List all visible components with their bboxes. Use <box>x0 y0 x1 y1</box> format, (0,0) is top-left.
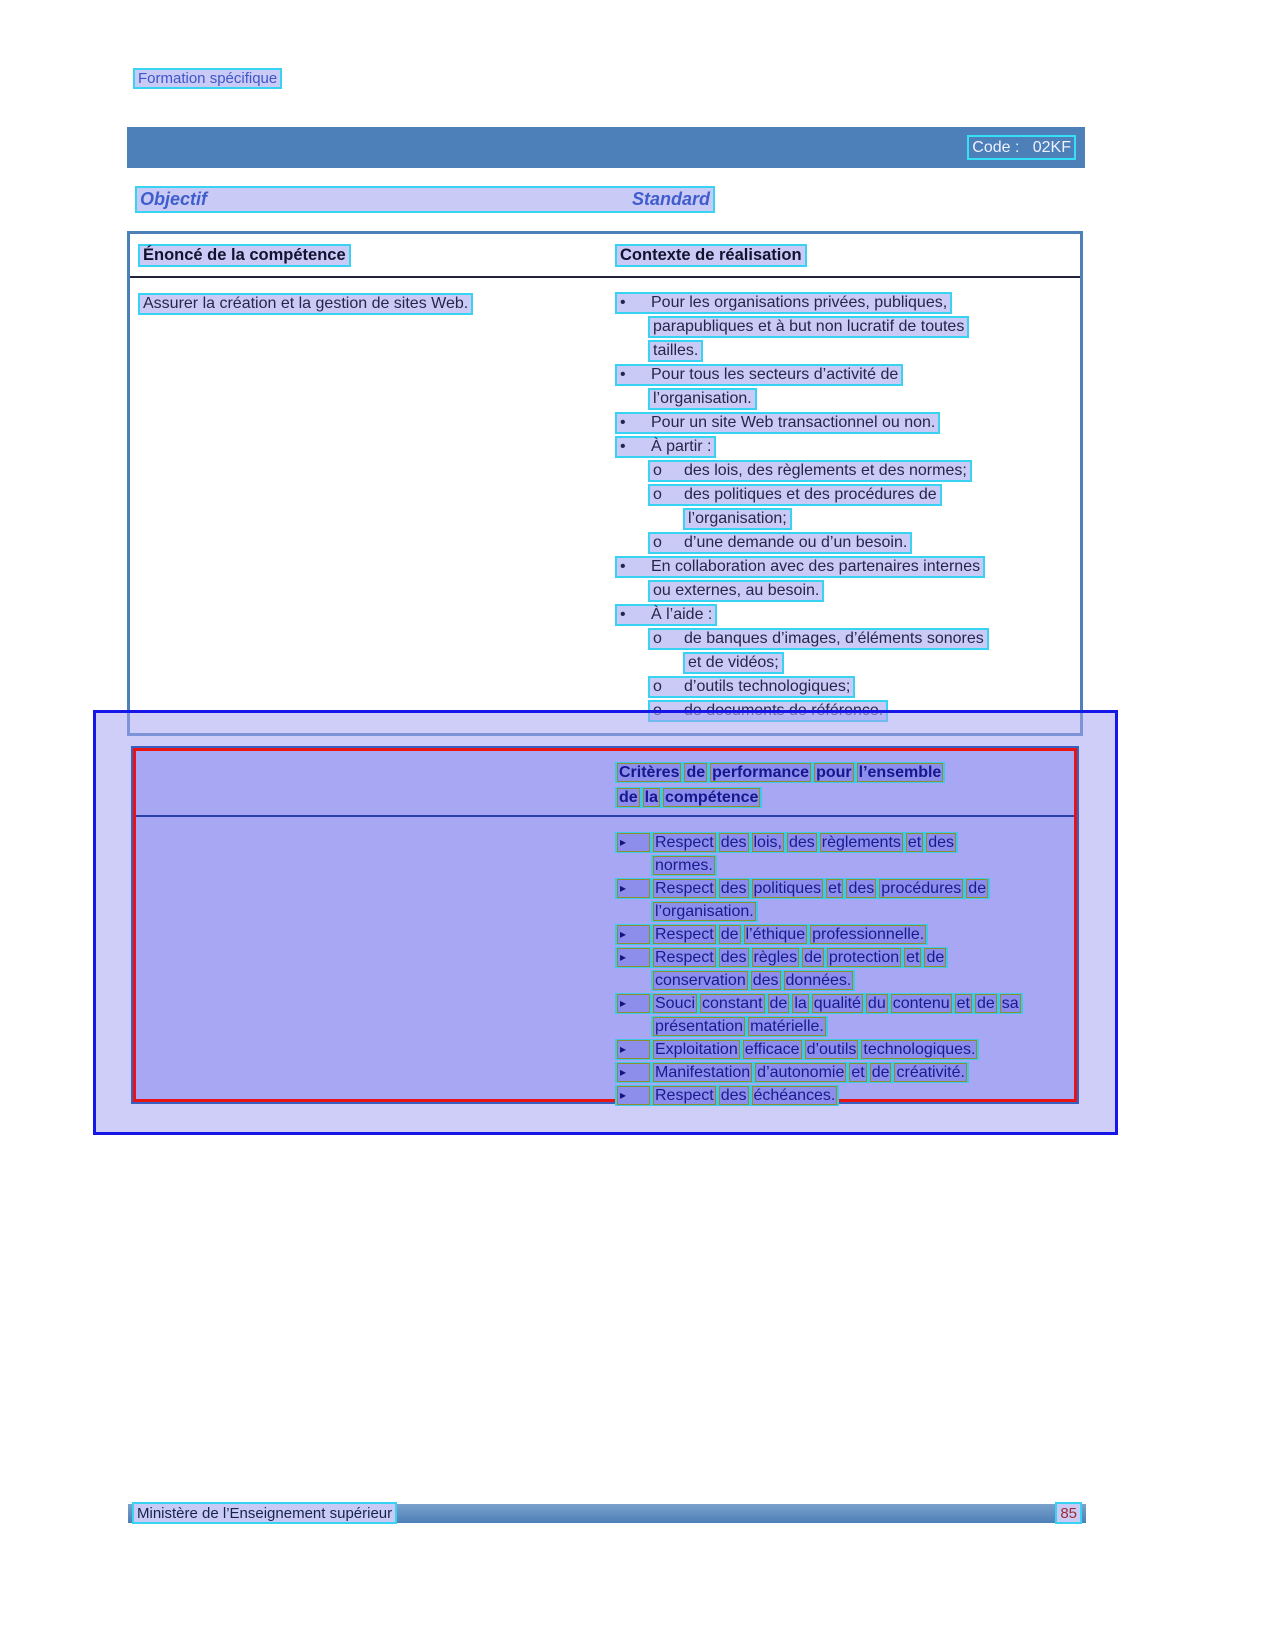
list-line <box>615 946 1023 969</box>
arrow-bullet-icon: ▸ <box>617 948 650 967</box>
word-box: créativité. <box>896 1064 965 1081</box>
line-text: d’une demande ou d’un besoin. <box>684 534 908 551</box>
line-text: de banques d’images, d’éléments sonores <box>684 630 984 647</box>
highlight-box <box>615 604 717 626</box>
objective-standard-row <box>135 186 715 213</box>
word-box: de <box>871 1064 890 1081</box>
line-text: ou externes, au besoin. <box>653 582 820 599</box>
word-box: de <box>977 995 995 1012</box>
table-header-row <box>130 234 1080 278</box>
highlight-box <box>615 412 940 434</box>
word-box: professionnelle. <box>812 926 925 943</box>
highlight-box <box>683 652 784 674</box>
word-highlight-line <box>651 901 758 922</box>
circle-bullet-icon: o <box>653 678 662 695</box>
list-item <box>615 627 989 675</box>
circle-bullet-icon: o <box>653 486 662 503</box>
list-line <box>615 969 1023 992</box>
standard-heading: Standard <box>631 189 710 209</box>
highlight-box <box>615 244 807 267</box>
criteria-title-line <box>615 760 945 785</box>
dot-bullet-icon: • <box>620 558 626 575</box>
word-box: des <box>720 1087 747 1104</box>
dot-bullet-icon: • <box>620 606 626 623</box>
line-text: À partir : <box>651 438 712 455</box>
word-box: Souci <box>655 995 696 1012</box>
line-text: d’outils technologiques; <box>684 678 851 695</box>
arrow-bullet-icon: ▸ <box>617 1063 650 1082</box>
word-box: règlements <box>821 834 901 851</box>
word-box: et <box>851 1064 865 1081</box>
word-box: l’éthique <box>745 926 806 943</box>
line-text: l’organisation. <box>653 390 752 407</box>
list-item <box>615 531 989 555</box>
list-line <box>615 1061 1023 1084</box>
word-box: de <box>804 949 822 966</box>
list-line <box>615 1084 1023 1107</box>
list-item <box>615 1084 1023 1107</box>
list-item <box>615 459 989 483</box>
word-box: et <box>828 880 842 897</box>
footer-bar <box>128 1504 1086 1523</box>
table-body-row <box>130 278 1080 733</box>
line-text: des politiques et des procédures de <box>684 486 937 503</box>
word-box: règles <box>753 949 798 966</box>
highlight-box <box>615 436 716 458</box>
list-item <box>615 923 1023 946</box>
word-box: contenu <box>892 995 950 1012</box>
list-line <box>615 459 989 483</box>
word-highlight-line <box>615 1085 839 1106</box>
section-tag <box>133 68 282 89</box>
annotation-overlay-box <box>93 710 1118 1135</box>
list-line <box>615 579 989 603</box>
dot-bullet-icon: • <box>620 366 626 383</box>
table-header-cell-contexte <box>615 244 807 267</box>
line-text: parapubliques et à but non lucratif de toutes <box>653 318 965 335</box>
arrow-bullet-icon: ▸ <box>617 994 650 1013</box>
competence-table <box>127 231 1083 736</box>
line-text: En collaboration avec des partenaires internes <box>651 558 981 575</box>
highlight-box <box>648 580 824 602</box>
list-line <box>615 291 989 315</box>
list-line <box>615 483 989 507</box>
objective-standard-highlight <box>135 186 715 213</box>
word-highlight-line <box>651 1016 828 1037</box>
highlight-box <box>648 676 855 698</box>
word-box: Respect <box>655 880 714 897</box>
title-bar <box>127 127 1085 168</box>
word-box: l’organisation. <box>655 903 754 920</box>
word-highlight-line <box>651 970 855 991</box>
list-line <box>615 877 1023 900</box>
word-box: l’ensemble <box>858 764 942 781</box>
highlight-box <box>648 484 942 506</box>
list-line <box>615 555 989 579</box>
word-box: procédures <box>881 880 962 897</box>
word-box: qualité <box>813 995 861 1012</box>
word-box: des <box>848 880 875 897</box>
word-box: Respect <box>655 949 714 966</box>
col1-header-label: Énoncé de la compétence <box>143 245 346 264</box>
word-box: du <box>867 995 886 1012</box>
word-box: de <box>720 926 739 943</box>
word-box: Respect <box>655 926 714 943</box>
section-tag-label: Formation spécifique <box>138 70 278 87</box>
word-box: et <box>956 995 970 1012</box>
criteria-red-box <box>133 748 1077 1102</box>
word-box: de <box>686 764 706 781</box>
word-box: de <box>926 949 945 966</box>
page-number-box <box>1055 1502 1082 1524</box>
list-line <box>615 831 1023 854</box>
list-line <box>615 387 989 411</box>
table-header-cell-enonce <box>130 244 615 267</box>
competence-cell <box>138 293 473 315</box>
list-item <box>615 946 1023 992</box>
word-box: constant <box>702 995 763 1012</box>
line-text: et de vidéos; <box>688 654 779 671</box>
list-item <box>615 1038 1023 1061</box>
code-label: Code : 02KF <box>972 138 1071 156</box>
list-line <box>615 1038 1023 1061</box>
arrow-bullet-icon: ▸ <box>617 879 650 898</box>
word-box: performance <box>712 764 810 781</box>
list-item <box>615 992 1023 1038</box>
code-badge <box>967 135 1076 160</box>
list-line <box>615 411 989 435</box>
circle-bullet-icon: o <box>653 534 662 551</box>
arrow-bullet-icon: ▸ <box>617 925 650 944</box>
word-box: données. <box>785 972 852 989</box>
list-item <box>615 831 1023 877</box>
highlight-box <box>648 316 969 338</box>
circle-bullet-icon: o <box>653 462 662 479</box>
criteria-bullet-list <box>615 831 1023 1107</box>
highlight-box <box>648 532 912 554</box>
objectif-heading: Objectif <box>140 189 208 209</box>
line-text: Pour les organisations privées, publiques, <box>651 294 948 311</box>
line-text: Pour un site Web transactionnel ou non. <box>651 414 936 431</box>
word-box: présentation <box>655 1018 744 1035</box>
list-line <box>615 900 1023 923</box>
word-box: pour <box>816 764 852 781</box>
criteria-divider <box>136 815 1074 817</box>
list-item <box>615 291 989 363</box>
word-box: et <box>906 949 920 966</box>
list-line <box>615 1015 1023 1038</box>
word-highlight-line <box>615 878 990 899</box>
word-box: de <box>619 789 638 806</box>
highlight-box <box>648 388 757 410</box>
list-line <box>615 603 989 627</box>
word-box: la <box>644 789 659 806</box>
highlight-box <box>683 508 792 530</box>
word-highlight-line <box>615 1062 969 1083</box>
word-highlight-line <box>615 947 948 968</box>
highlight-box <box>615 556 985 578</box>
word-box: d’outils <box>806 1041 857 1058</box>
page-number: 85 <box>1060 1504 1077 1522</box>
highlight-box <box>615 292 952 314</box>
word-highlight-line <box>615 787 762 808</box>
word-box: des <box>928 834 955 851</box>
list-item <box>615 435 989 459</box>
word-box: des <box>720 834 747 851</box>
highlight-box <box>648 340 703 362</box>
list-item <box>615 1061 1023 1084</box>
highlight-box <box>138 244 351 267</box>
circle-bullet-icon: o <box>653 630 662 647</box>
highlight-box <box>615 364 903 386</box>
list-item <box>615 411 989 435</box>
word-box: des <box>720 949 747 966</box>
list-line <box>615 363 989 387</box>
list-item <box>615 555 989 603</box>
highlight-box <box>648 460 972 482</box>
list-line <box>615 675 989 699</box>
list-item <box>615 877 1023 923</box>
word-box: politiques <box>753 880 822 897</box>
dot-bullet-icon: • <box>620 294 626 311</box>
word-box: des <box>788 834 815 851</box>
word-box: Critères <box>619 764 680 781</box>
word-box: et <box>907 834 922 851</box>
footer-ministry-label: Ministère de l’Enseignement supérieur <box>137 1504 393 1522</box>
word-box: conservation <box>655 972 746 989</box>
word-box: Exploitation <box>655 1041 738 1058</box>
line-text: tailles. <box>653 342 699 359</box>
word-box: normes. <box>655 857 713 874</box>
competence-text: Assurer la création et la gestion de sites Web. <box>143 295 469 312</box>
word-box: d’autonomie <box>757 1064 845 1081</box>
line-text: Pour tous les secteurs d’activité de <box>651 366 899 383</box>
arrow-bullet-icon: ▸ <box>617 1040 650 1059</box>
col2-header-label: Contexte de réalisation <box>620 245 802 264</box>
list-line <box>615 435 989 459</box>
highlight-box <box>648 628 989 650</box>
list-item <box>615 363 989 411</box>
word-box: des <box>752 972 779 989</box>
word-highlight-line <box>615 1039 979 1060</box>
list-line <box>615 507 989 531</box>
word-box: de <box>769 995 788 1012</box>
word-box: Respect <box>655 834 714 851</box>
word-box: lois, <box>753 834 782 851</box>
word-box: technologiques. <box>863 1041 976 1058</box>
line-text: l’organisation; <box>688 510 787 527</box>
footer-ministry-box <box>132 1502 397 1524</box>
word-box: Manifestation <box>655 1064 751 1081</box>
criteria-title <box>615 760 945 810</box>
dot-bullet-icon: • <box>620 438 626 455</box>
word-box: efficace <box>744 1041 800 1058</box>
word-box: la <box>794 995 807 1012</box>
list-line <box>615 531 989 555</box>
list-line <box>615 923 1023 946</box>
list-line <box>615 854 1023 877</box>
criteria-title-line <box>615 785 945 810</box>
word-box: protection <box>828 949 900 966</box>
word-highlight-line <box>615 924 928 945</box>
word-box: compétence <box>665 789 759 806</box>
dot-bullet-icon: • <box>620 414 626 431</box>
word-box: échéances. <box>753 1087 836 1104</box>
arrow-bullet-icon: ▸ <box>617 833 650 852</box>
line-text: des lois, des règlements et des normes; <box>684 462 967 479</box>
word-highlight-line <box>651 855 717 876</box>
word-box: matérielle. <box>750 1018 824 1035</box>
list-item <box>615 603 989 627</box>
word-box: de <box>968 880 987 897</box>
context-bullet-list <box>615 291 989 723</box>
word-highlight-line <box>615 832 958 853</box>
word-highlight-line <box>615 762 945 783</box>
word-box: sa <box>1001 995 1019 1012</box>
word-box: Respect <box>655 1087 714 1104</box>
highlight-box <box>138 293 473 315</box>
list-line <box>615 339 989 363</box>
list-line <box>615 627 989 651</box>
list-line <box>615 315 989 339</box>
list-item <box>615 483 989 531</box>
line-text: À l’aide : <box>651 606 713 623</box>
word-highlight-line <box>615 993 1023 1014</box>
arrow-bullet-icon: ▸ <box>617 1086 650 1105</box>
list-line <box>615 992 1023 1015</box>
list-line <box>615 651 989 675</box>
list-item <box>615 675 989 699</box>
word-box: des <box>720 880 747 897</box>
